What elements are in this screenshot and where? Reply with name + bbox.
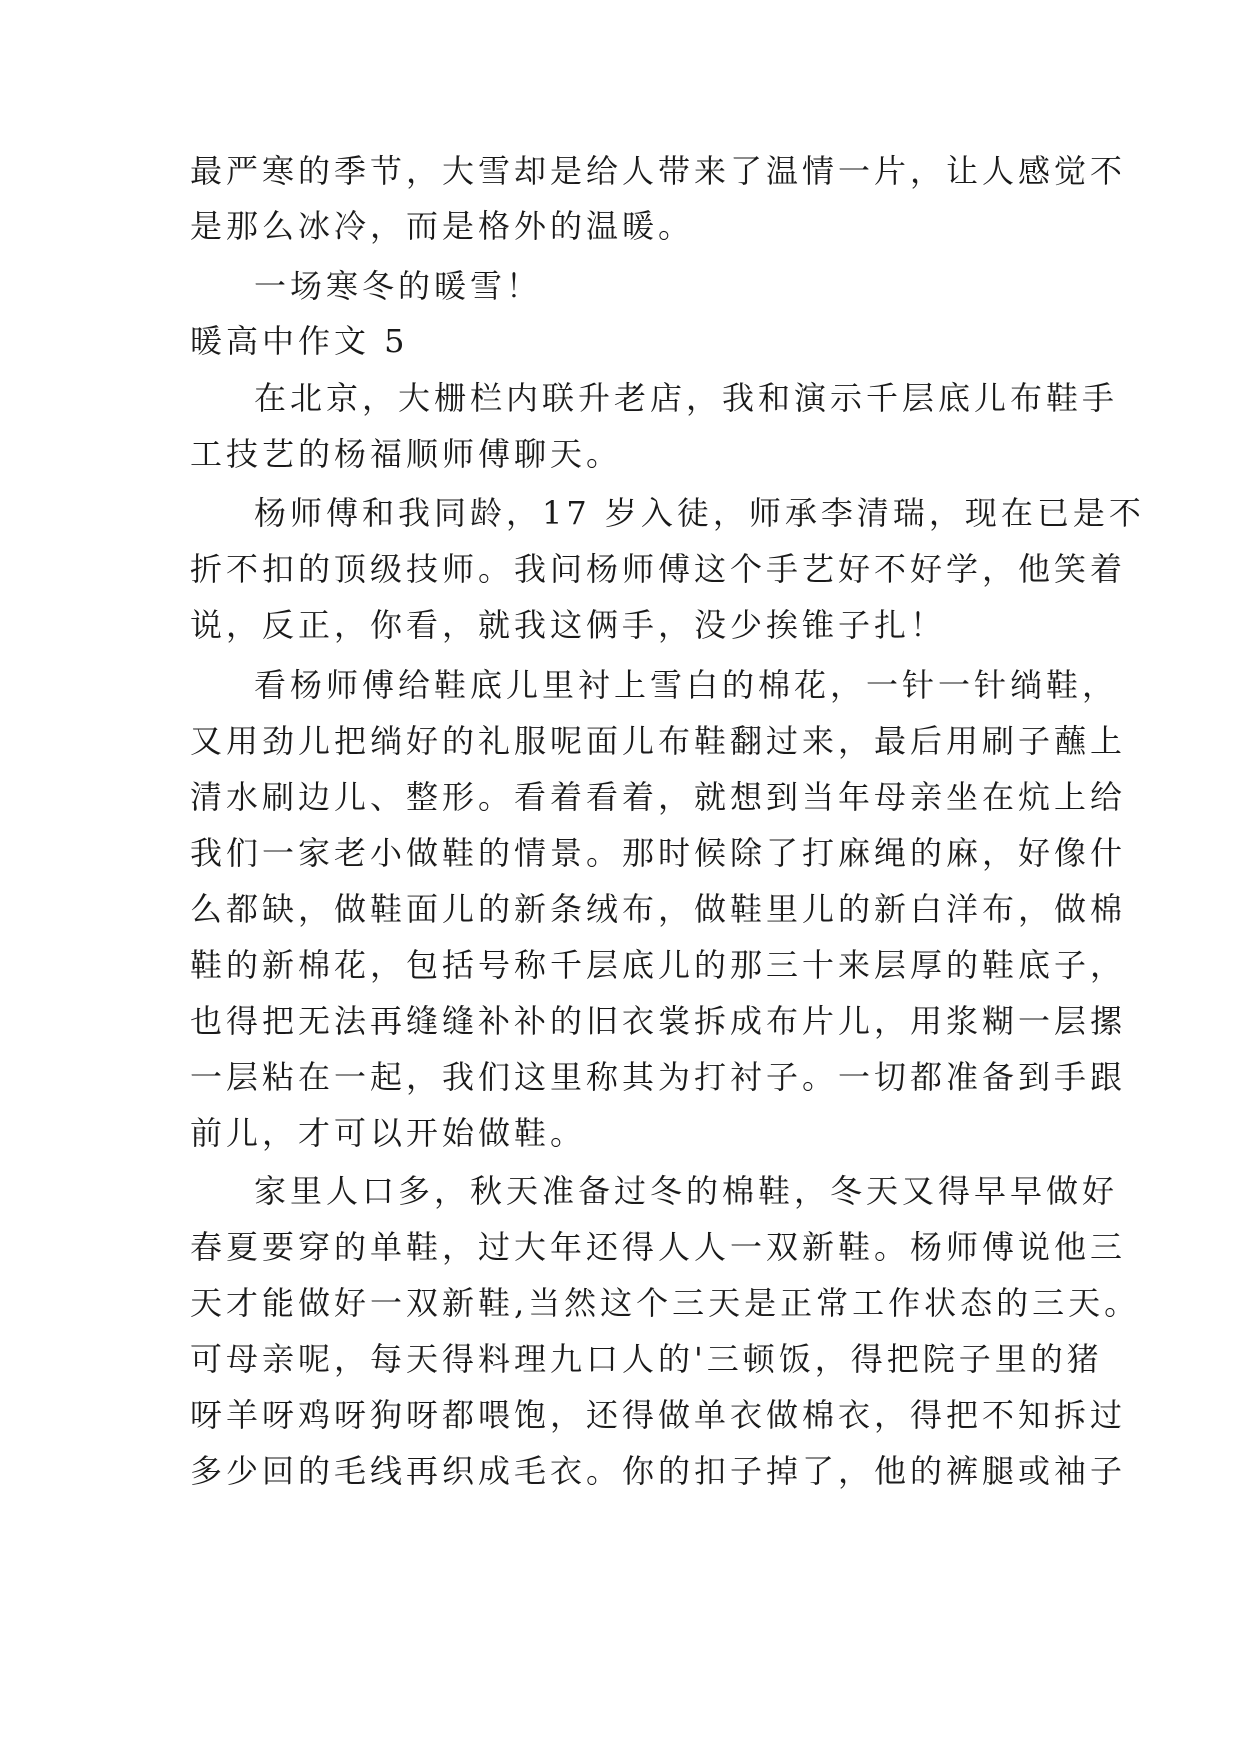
text-line: 工技艺的杨福顺师傅聊天。 [190, 435, 623, 473]
text-line: 清水刷边儿、整形。看着看着，就想到当年母亲坐在炕上给 [190, 778, 1127, 816]
text-line: 我们一家老小做鞋的情景。那时候除了打麻绳的麻，好像什 [190, 834, 1127, 872]
text-line: 多少回的毛线再织成毛衣。你的扣子掉了，他的裤腿或袖子 [190, 1452, 1127, 1490]
text-line: 在北京，大栅栏内联升老店，我和演示千层底儿布鞋手 [254, 379, 1119, 417]
text-line: 前儿，才可以开始做鞋。 [190, 1114, 587, 1152]
text-line: 杨师傅和我同龄，17 岁入徒，师承李清瑞，现在已是不 [254, 494, 1145, 532]
text-line: 呀羊呀鸡呀狗呀都喂饱，还得做单衣做棉衣，得把不知拆过 [190, 1396, 1127, 1434]
text-line: 是那么冰冷，而是格外的温暖。 [190, 207, 695, 245]
text-line: 么都缺，做鞋面儿的新条绒布，做鞋里儿的新白洋布，做棉 [190, 890, 1127, 928]
text-line: 家里人口多，秋天准备过冬的棉鞋，冬天又得早早做好 [254, 1172, 1119, 1210]
text-line: 又用劲儿把绱好的礼服呢面儿布鞋翻过来，最后用刷子蘸上 [190, 722, 1127, 760]
text-line: 一层粘在一起，我们这里称其为打衬子。一切都准备到手跟 [190, 1058, 1127, 1096]
text-line: 可母亲呢，每天得料理九口人的'三顿饭，得把院子里的猪 [190, 1340, 1103, 1378]
text-line: 看杨师傅给鞋底儿里衬上雪白的棉花，一针一针绱鞋， [254, 666, 1119, 704]
text-line: 春夏要穿的单鞋，过大年还得人人一双新鞋。杨师傅说他三 [190, 1228, 1127, 1266]
text-line: 一场寒冬的暖雪！ [254, 267, 543, 305]
text-line: 鞋的新棉花，包括号称千层底儿的那三十来层厚的鞋底子， [190, 946, 1127, 984]
text-line: 也得把无法再缝缝补补的旧衣裳拆成布片儿，用浆糊一层摞 [190, 1002, 1127, 1040]
text-line: 说，反正，你看，就我这俩手，没少挨锥子扎！ [190, 606, 947, 644]
text-line: 折不扣的顶级技师。我问杨师傅这个手艺好不好学，他笑着 [190, 550, 1127, 588]
text-line: 天才能做好一双新鞋,当然这个三天是正常工作状态的三天。 [190, 1284, 1141, 1322]
section-heading: 暖高中作文 5 [190, 322, 409, 360]
text-line: 最严寒的季节，大雪却是给人带来了温情一片，让人感觉不 [190, 152, 1127, 190]
